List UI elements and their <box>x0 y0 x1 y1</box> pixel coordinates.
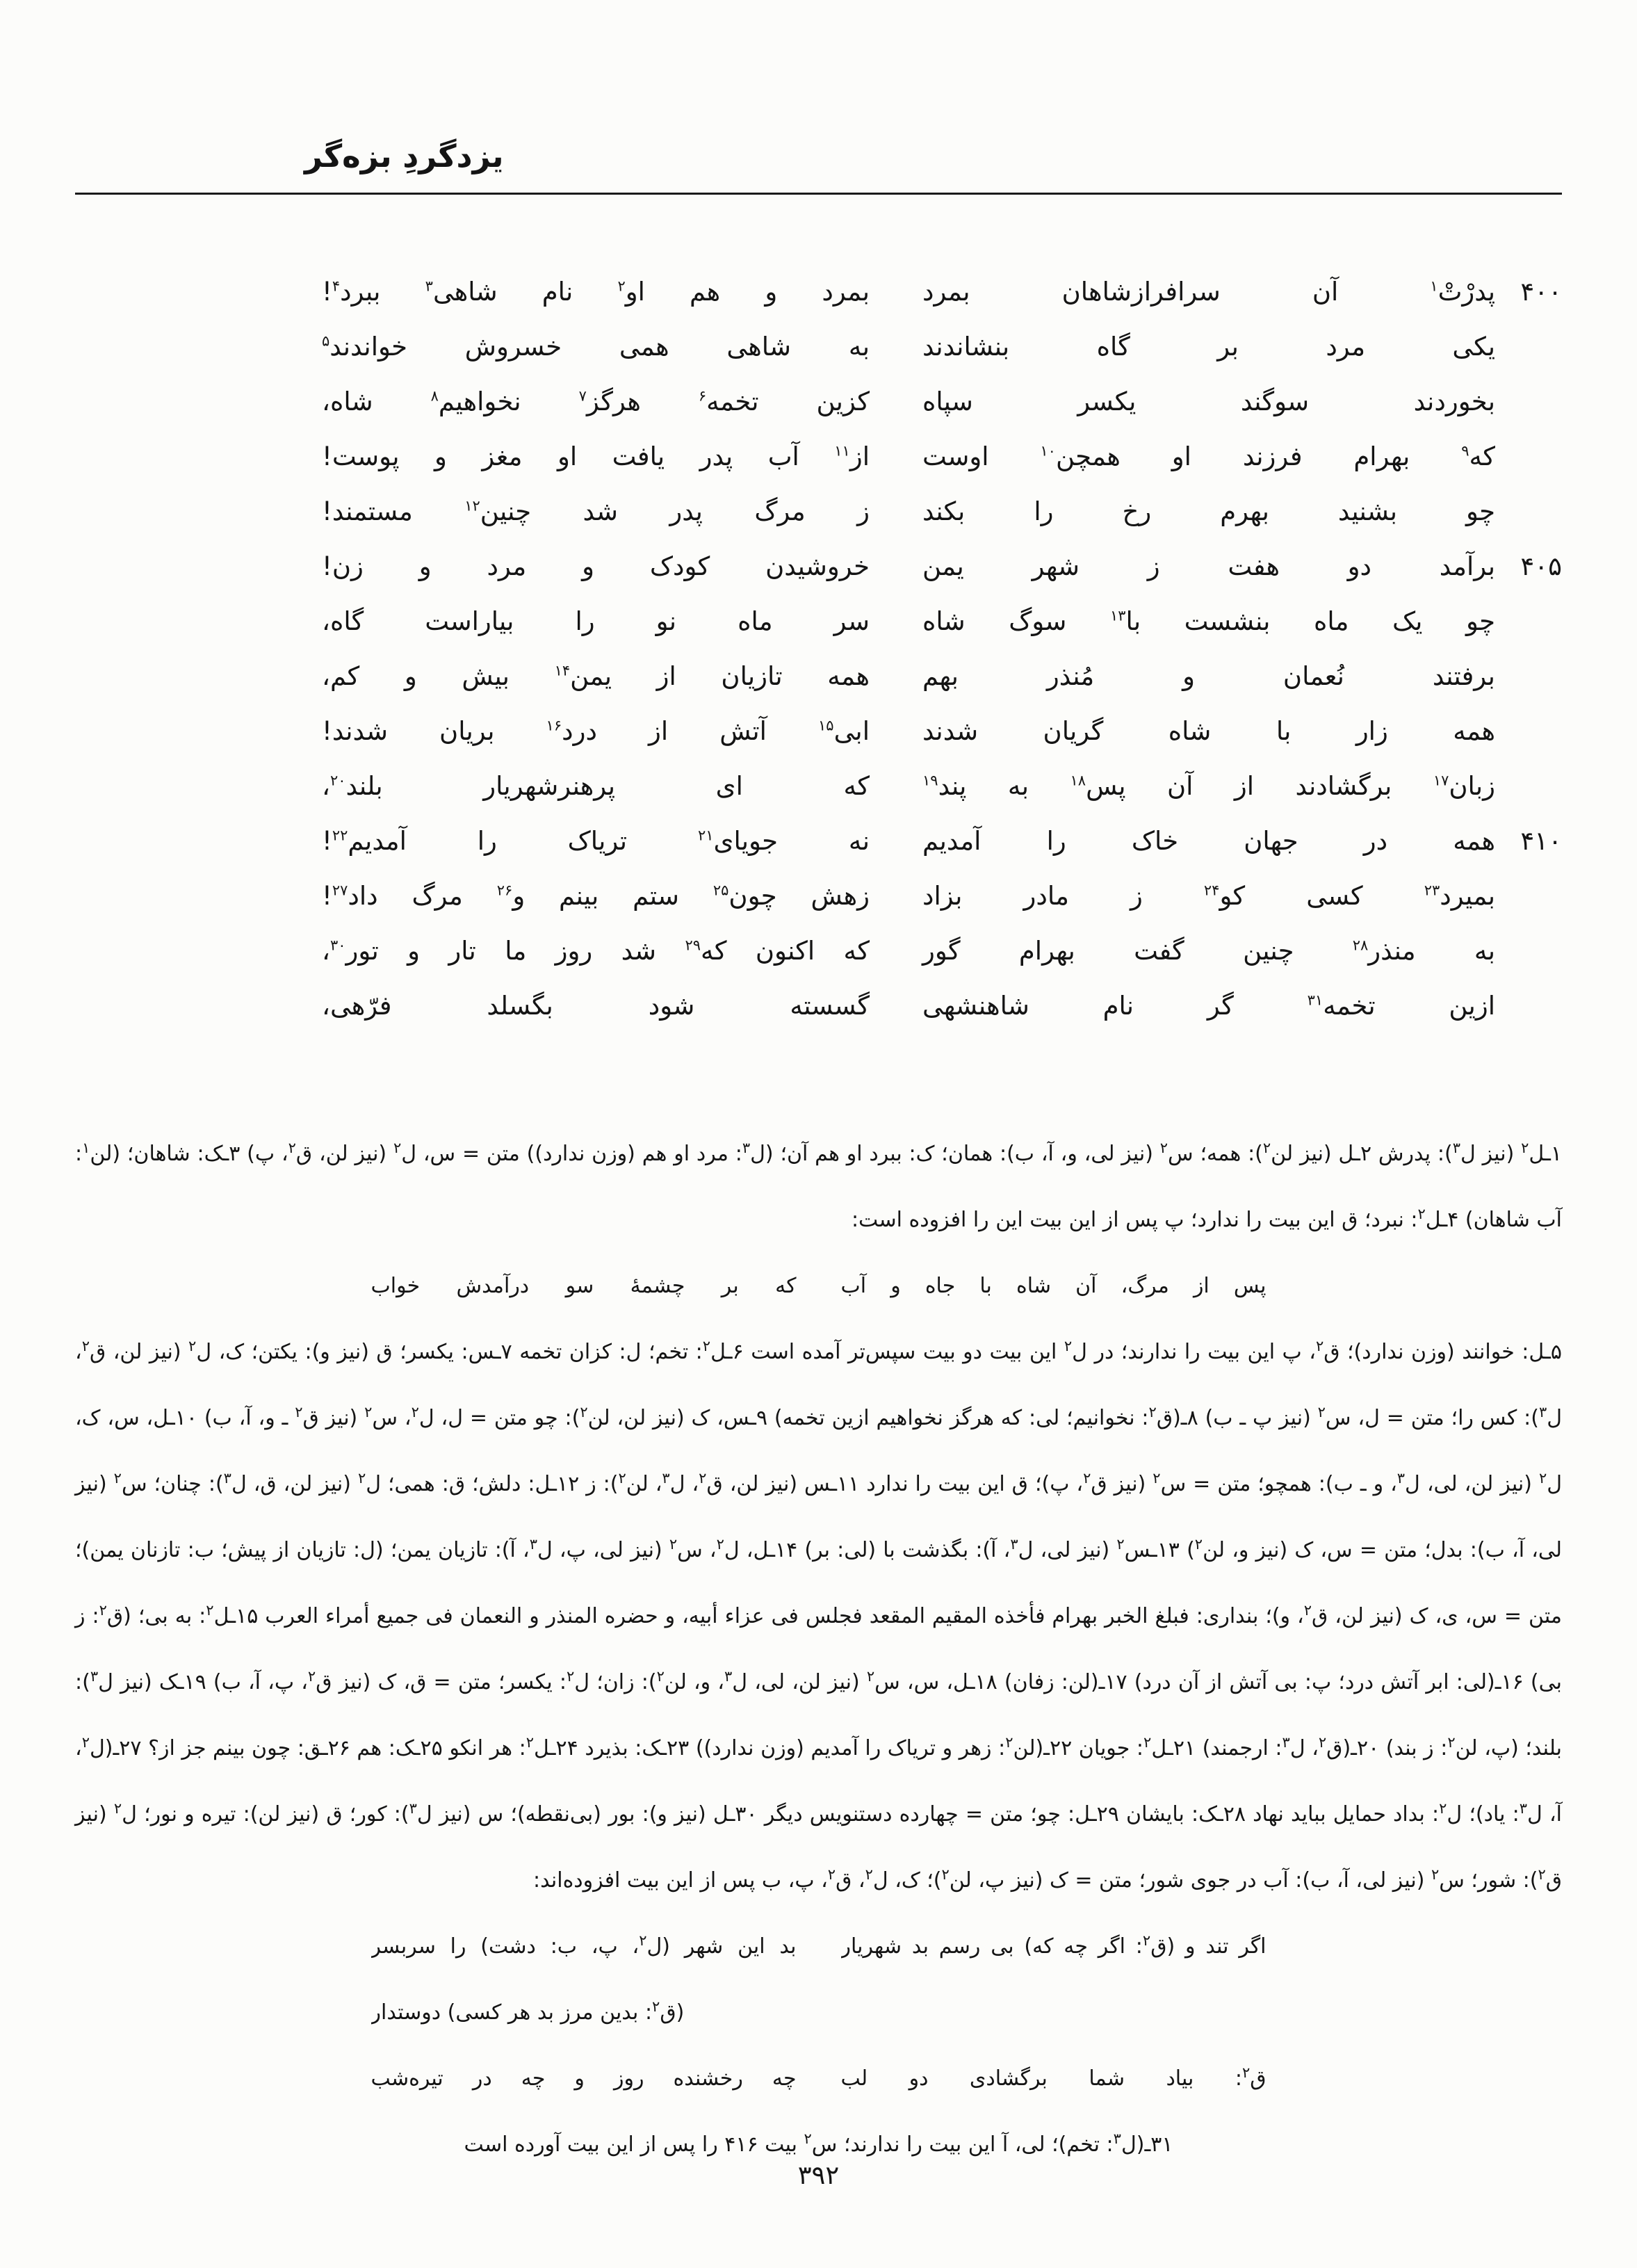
hemistich-second: همه تازیان از یمن$^{۱۴}$ بیش و کم، <box>322 661 870 691</box>
hemistich-first: همه در جهان خاک را آمدیم <box>922 826 1495 856</box>
verse-row <box>75 539 1562 594</box>
hemistich-first: پدرْتْ$^۱$ آن سرافرازشاهان بمرد <box>922 277 1495 307</box>
footnote-paragraph: ۵ـل: خوانند (وزن ندارد)؛ ق$^۲$، پ این بیت را ندارند؛ در ل$^۲$ این بیت دو بیت سپس‌تر آمده است ۶ـل$^۲$: تخم؛ ل: کزان تخمه ۷ـس: یکسر؛ ق (نیز و): یکتن؛ ک، ل$^۲$ (نیز لن، ق$^۲$، ل$^۳$): کس را؛ متن = ل، س$^۲$ (نیز پ ـ ب) ۸ـ(ق$^۲$: نخوانیم؛ لی: که هرگز نخواهیم ازین تخمه) ۹ـس، ک (نیز لن، لن$^۲$): چو متن = ل، ل$^۲$، س$^۲$ (نیز ق$^۲$ ـ و، آ، ب) ۱۰ـل، س، ک، ل$^۲$ (نیز لن، لی، ل$^۳$، و ـ ب): همچو؛ متن = س$^۲$ (نیز ق$^۲$، پ)؛ ق این بیت را ندارد ۱۱ـس (نیز لن، ق$^۲$، ل$^۳$، لن$^۲$): ز ۱۲ـل: دلش؛ ق: همی؛ ل$^۲$ (نیز لن، ق، ل$^۳$): چنان؛ س$^۲$ (نیز لی، آ، ب): بدل؛ متن = س، ک (نیز و، لن$^۲$) ۱۳ـس$^۲$ (نیز لی، ل$^۳$، آ): بگذشت با (لی: بر) ۱۴ـل، ل$^۲$، س$^۲$ (نیز لی، پ، ل$^۳$، آ): تازیان یمن؛ (ل: تازیان از پیش؛ ب: تازنان یمن)؛ متن = س، ی، ک (نیز لن، ق$^۲$، و)؛ بنداری: فبلغ الخبر بهرام فأخذه المقیم المقعد فجلس فی عزاء أبیه، و حضره المنذر و النعمان فی جمیع أمراء العرب ۱۵ـل$^۲$: به بی؛ (ق$^۲$: ز بی) ۱۶ـ(لی: ابر آتش درد؛ پ: بی آتش از آن درد) ۱۷ـ(لن: زفان) ۱۸ـل، س، س$^۲$ (نیز لن، لی، ل$^۳$، و، لن$^۲$): زان؛ ل$^۲$: یکسر؛ متن = ق، ک (نیز ق$^۲$، پ، آ، ب) ۱۹ـک (نیز ل$^۳$): بلند؛ (پ، لن$^۲$: ز بند) ۲۰ـ(ق$^۲$، ل$^۳$: ارجمند) ۲۱ـل$^۲$: جویان ۲۲ـ(لن$^۲$: زهر و تریاک را آمدیم (وزن ندارد)) ۲۳ـک: بذیرد ۲۴ـل$^۲$: هر انکو ۲۵ـک: هم ۲۶ـق: چون بینم جز از؟ ۲۷ـ(ل$^۲$، آ، ل$^۳$: یاد)؛ ل$^۲$: بداد حمایل بباید نهاد ۲۸ـک: بایشان ۲۹ـل: چو؛ متن = چهارده دستنویس دیگر ۳۰ـل (نیز و): بور (بی‌نقطه)؛ س (نیز ل$^۳$): کور؛ ق (نیز لن): تیره و نور؛ ل$^۲$ (نیز ق$^۲$): شور؛ س$^۲$ (نیز لی، آ، ب): آب در جوی شور؛ متن = ک (نیز پ، لن$^۲$)؛ ک، ل$^۲$، ق$^۲$، پ، ب پس از این بیت افزوده‌اند: <box>75 1338 1563 1893</box>
verse-row <box>75 649 1562 704</box>
verse-number: ۴۱۰ <box>1520 826 1562 856</box>
hemistich-second: بمرد و هم او$^۲$ نام شاهی$^۳$ ببرد$^۴$! <box>322 277 870 307</box>
verse-row <box>75 923 1562 978</box>
hemistich-second: از$^{۱۱}$ آب پدر یافت او مغز و پوست! <box>322 442 870 471</box>
hemistich-second: کزین تخمه$^۶$ هرگز$^۷$ نخواهیم$^۸$ شاه، <box>322 387 870 416</box>
hemistich-first: به منذر$^{۲۸}$ چنین گفت بهرام گور <box>922 936 1495 966</box>
couplet-hemistich-first: پس از مرگ، آن شاه با جاه و آب <box>840 1274 1267 1298</box>
couplet-hemistich-second: که بر چشمهٔ سو درآمدش خواب <box>370 1274 797 1298</box>
couplet-hemistich-second: بد این شهر (ل$^۲$، پ، ب: دشت) را سربسر <box>370 1932 797 1959</box>
hemistich-second: ز مرگ پدر شد چنین$^{۱۲}$ مستمند! <box>322 496 870 526</box>
verse-row <box>75 484 1562 539</box>
hemistich-second: زهش چون$^{۲۵}$ ستم بینم و$^{۲۶}$ مرگ داد$^{۲۷}$! <box>322 881 870 911</box>
footnote-couplet <box>75 2046 1562 2112</box>
running-head <box>75 138 1562 175</box>
footnote-couplet <box>75 1913 1562 1979</box>
footnote-couplet <box>75 1253 1562 1319</box>
footnote-paragraph: ۳۱ـ(ل$^۳$: تخم)؛ لی، آ این بیت را ندارند؛ س$^۲$ بیت ۴۱۶ را پس از این بیت آورده است <box>464 2130 1173 2157</box>
hemistich-first: بمیرد$^{۲۳}$ کسی کو$^{۲۴}$ ز مادر بزاد <box>922 881 1496 911</box>
hemistich-second: سر ماه نو را بیاراست گاه، <box>322 606 870 636</box>
hemistich-first: برآمد دو هفت ز شهر یمن <box>922 551 1495 581</box>
footnote-section <box>75 1121 1562 2178</box>
footnote-couplet <box>75 1979 1562 2046</box>
verse-row <box>75 594 1562 649</box>
hemistich-first: یکی مرد بر گاه بنشاندند <box>922 332 1495 362</box>
couplet-hemistich-first: اگر تند و (ق$^۲$: اگر چه که) بی رسم بد شهریار <box>840 1932 1267 1959</box>
verse-row <box>75 978 1562 1033</box>
verse-row <box>75 759 1562 813</box>
hemistich-second: ابی$^{۱۵}$ آتش از درد$^{۱۶}$ بریان شدند! <box>322 716 870 746</box>
hemistich-second: که اکنون که$^{۲۹}$ شد روز ما تار و تور$^{۳۰}$، <box>322 936 870 966</box>
verse-row <box>75 704 1562 759</box>
couplet-hemistich-second: چه رخشنده روز و چه در تیره‌شب <box>370 2066 797 2091</box>
hemistich-first: چو یک ماه بنشست با$^{۱۳}$ سوگ شاه <box>922 606 1495 636</box>
verse-section <box>75 264 1562 1033</box>
footnote-paragraph: ۱ـل$^۲$ (نیز ل$^۳$): پدرش ۲ـل (نیز لن$^۲$): همه؛ س$^۲$ (نیز لی، و، آ، ب): همان؛ ک: ببرد او هم آن؛ (ل$^۳$: مرد او هم (وزن ندارد)) متن = س، ل$^۲$ (نیز لن، ق$^۲$، پ) ۳ـک: شاهان؛ (لن$^۱$: آب شاهان) ۴ـل$^۲$: نبرد؛ ق این بیت را ندارد؛ پ پس از این بیت این را افزوده است: <box>75 1140 1563 1232</box>
hemistich-second: به شاهی همی خسروش خواندند$^۵$ <box>322 332 870 362</box>
hemistich-first: برفتند نُعمان و مُنذر بهم <box>922 661 1495 691</box>
hemistich-first: ازین تخمه$^{۳۱}$ گر نام شاهنشهی <box>922 991 1495 1021</box>
hemistich-second: گسسته شود بگسلد فرّهی، <box>322 991 870 1021</box>
page-header <box>75 138 1562 195</box>
hemistich-first: چو بشنید بهرم رخ را بکند <box>922 496 1495 526</box>
header-rule <box>75 193 1562 195</box>
verse-number: ۴۰۰ <box>1520 277 1562 307</box>
couplet-hemistich-first <box>841 1979 1267 2046</box>
verse-row <box>75 429 1562 484</box>
hemistich-first: همه زار با شاه گریان شدند <box>922 716 1495 746</box>
chapter-title: یزدگردِ بزه‌گر <box>304 138 504 175</box>
hemistich-first: زبان$^{۱۷}$ برگشادند از آن پس$^{۱۸}$ به پند$^{۱۹}$ <box>922 771 1495 801</box>
verse-row <box>75 813 1562 868</box>
hemistich-first: که$^۹$ بهرام فرزند او همچن$^{۱۰}$ اوست <box>922 442 1495 471</box>
couplet-hemistich-first: ق$^۲$: بیاد شما برگشادی دو لب <box>840 2064 1267 2091</box>
verse-row <box>75 319 1562 374</box>
verse-row <box>75 374 1562 429</box>
verse-number: ۴۰۵ <box>1520 551 1562 581</box>
hemistich-second: که ای پرهنرشهریار بلند$^{۲۰}$، <box>322 771 870 801</box>
hemistich-second: نه جویای$^{۲۱}$ تریاک را آمدیم$^{۲۲}$! <box>322 826 870 856</box>
verse-row <box>75 868 1562 923</box>
page-number: ۳۹۲ <box>797 2160 840 2190</box>
hemistich-second: خروشیدن کودک و مرد و زن! <box>322 551 870 581</box>
verse-row <box>75 264 1562 319</box>
hemistich-first: بخوردند سوگند یکسر سپاه <box>922 387 1495 416</box>
couplet-hemistich-second: (ق$^۲$: بدین مرز بد هر کسی) دوستدار <box>370 1998 685 2025</box>
